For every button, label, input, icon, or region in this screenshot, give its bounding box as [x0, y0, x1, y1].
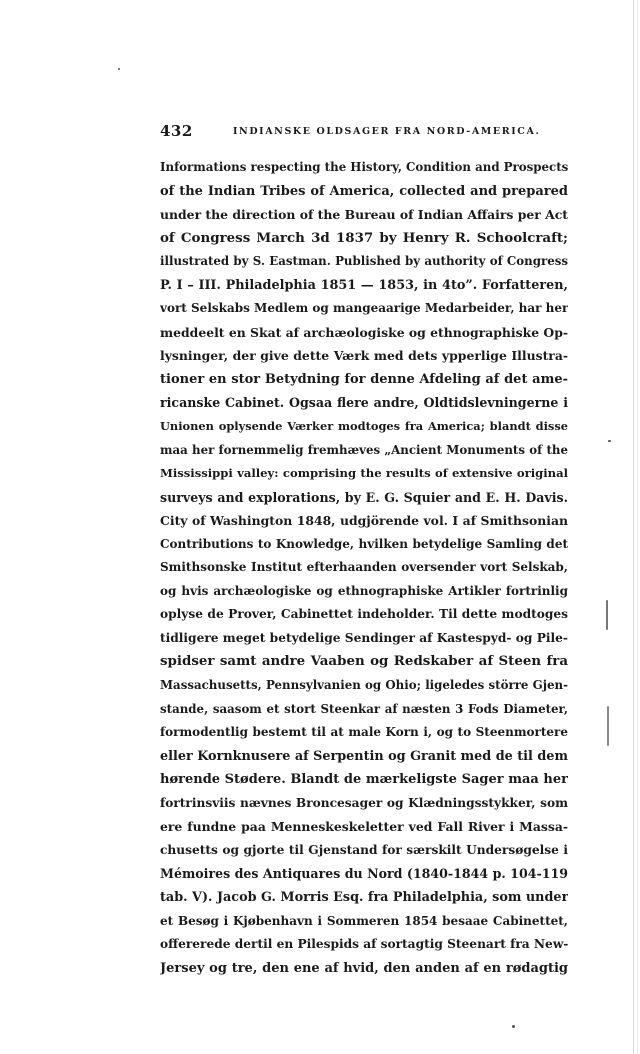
- text-line: of the Indian Tribes of America, collected and prepared: [160, 183, 568, 199]
- page-edge-line: [637, 0, 638, 1054]
- running-title: INDIANSKE OLDSAGER FRA NORD-AMERICA.: [233, 126, 541, 137]
- text-line: stande, saasom et stort Steenkar af næsten 3 Fods Diameter,: [160, 701, 568, 716]
- text-line: Mississippi valley: comprising the results of extensive original: [160, 466, 568, 481]
- page-edge-line: [633, 0, 634, 1054]
- text-line: illustrated by S. Eastman. Published by authority of Congress: [160, 254, 568, 269]
- text-line: ricanske Cabinet. Ogsaa flere andre, Oldtidslevningerne i: [160, 395, 568, 411]
- text-line: surveys and explorations, by E. G. Squier and E. H. Davis.: [160, 489, 568, 505]
- text-line: Smithsonske Institut efterhaanden oversender vort Selskab,: [160, 560, 568, 575]
- text-line: of Congress March 3d 1837 by Henry R. Schoolcraft;: [160, 229, 568, 246]
- text-line: et Besøg i Kjøbenhavn i Sommeren 1854 besaae Cabinettet,: [160, 913, 568, 928]
- text-line: spidser samt andre Vaaben og Redskaber af Steen fra: [160, 653, 568, 670]
- text-line: Informations respecting the History, Condition and Prospects: [160, 160, 568, 174]
- scan-speck: [607, 706, 609, 746]
- text-line: Mémoires des Antiquares du Nord (1840-1844 p. 104-119: [160, 866, 568, 882]
- text-line: hørende Stødere. Blandt de mærkeligste Sager maa her: [160, 772, 568, 788]
- text-line: chusetts og gjorte til Gjenstand for særskilt Undersøgelse i: [160, 842, 568, 857]
- text-line: tab. V). Jacob G. Morris Esq. fra Philadelphia, som under: [160, 889, 568, 905]
- text-line: Jersey og tre, den ene af hvid, den anden af en rødagtig: [160, 960, 568, 976]
- text-line: maa her fornemmelig fremhæves „Ancient Monuments of the: [160, 442, 568, 457]
- body-text: [160, 156, 568, 980]
- text-line: meddeelt en Skat af archæologiske og ethnographiske Op-: [160, 324, 568, 340]
- text-line: Unionen oplysende Værker modtoges fra America; blandt disse: [160, 419, 568, 434]
- text-line: lysninger, der give dette Værk med dets ypperlige Illustra-: [160, 348, 568, 364]
- page-header: [160, 122, 570, 142]
- text-line: Contributions to Knowledge, hvilken betydelige Samling det: [160, 536, 568, 551]
- scan-speck: [512, 1025, 515, 1028]
- text-line: fortrinsviis nævnes Broncesager og Klædningsstykker, som: [160, 795, 568, 810]
- page-number: 432: [160, 122, 193, 140]
- text-line: eller Kornknusere af Serpentin og Granit med de til dem: [160, 748, 568, 764]
- text-line: P. I – III. Philadelphia 1851 — 1853, in 4to”. Forfatteren,: [160, 277, 568, 293]
- text-line: Massachusetts, Pennsylvanien og Ohio; ligeledes större Gjen-: [160, 678, 568, 693]
- text-line: under the direction of the Bureau of Indian Affairs per Act: [160, 207, 568, 223]
- text-line: offererede dertil en Pilespids af sortagtig Steenart fra New-: [160, 937, 568, 952]
- text-line: formodentlig bestemt til at male Korn i, og to Steenmortere: [160, 725, 568, 740]
- text-line: tidligere meget betydelige Sendinger af Kastespyd- og Pile-: [160, 630, 568, 645]
- text-line: City of Washington 1848, udgjörende vol. I af Smithsonian: [160, 513, 568, 529]
- text-line: oplyse de Prover, Cabinettet indeholder. Til dette modtoges: [160, 607, 568, 622]
- text-line: og hvis archæologiske og ethnographiske Artikler fortrinlig: [160, 583, 568, 598]
- text-line: ere fundne paa Menneskeskeletter ved Fall River i Massa-: [160, 819, 568, 835]
- scan-speck: [608, 440, 611, 442]
- text-line: vort Selskabs Medlem og mangeaarige Medarbeider, har her: [160, 301, 568, 316]
- scan-speck: [118, 68, 120, 70]
- text-line: tioner en stor Betydning for denne Afdeling af det ame-: [160, 371, 568, 387]
- scan-speck: [606, 600, 608, 630]
